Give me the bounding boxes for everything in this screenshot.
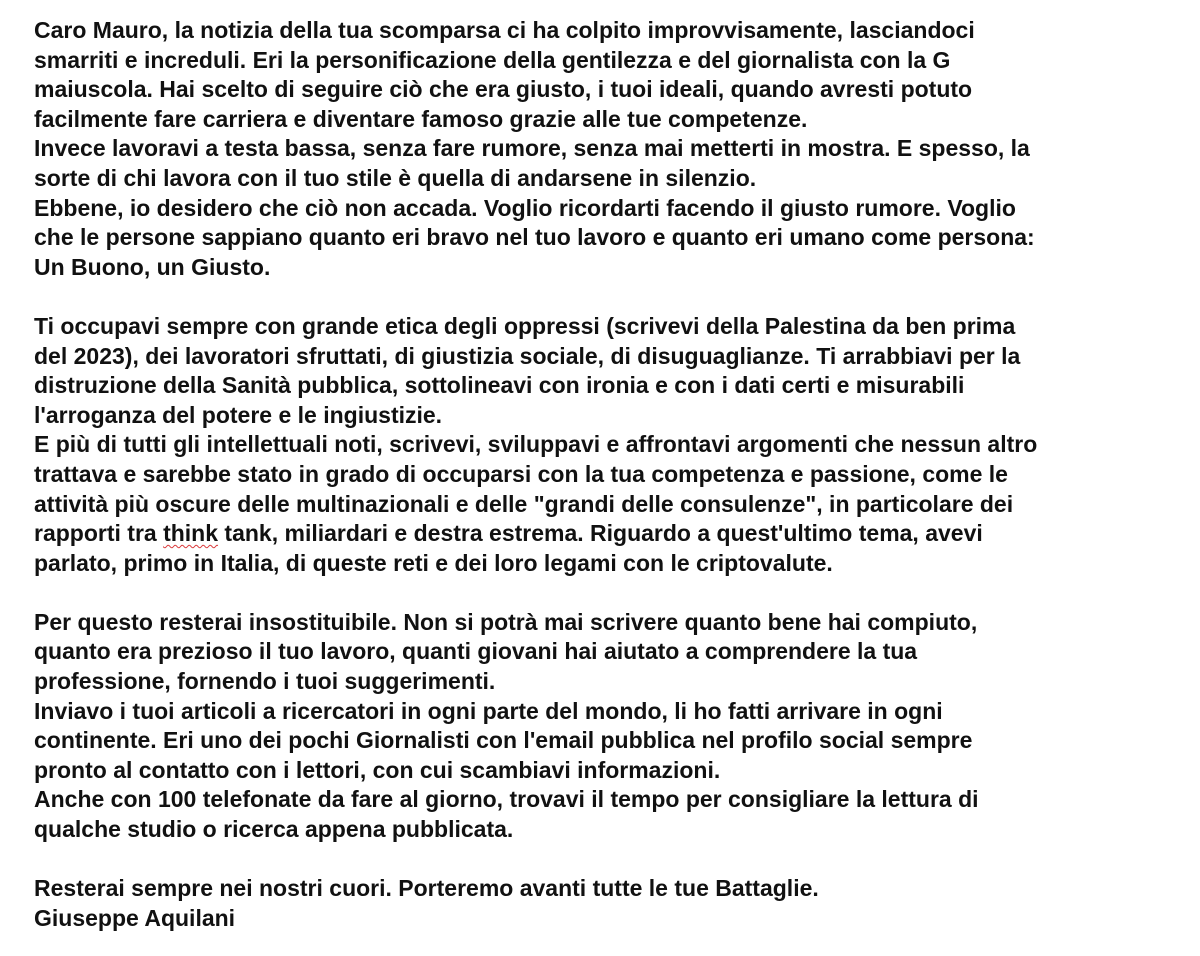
text-segment: rapporti tra xyxy=(34,520,164,547)
text-line: quanto era prezioso il tuo lavoro, quanti giovani hai aiutato a comprendere la tua xyxy=(34,638,918,665)
text-line: pronto al contatto con i lettori, con cui scambiavi informazioni. xyxy=(34,756,721,783)
text-line: qualche studio o ricerca appena pubblicata. xyxy=(34,816,514,843)
text-line: maiuscola. Hai scelto di seguire ciò che era giusto, i tuoi ideali, quando avresti potuto xyxy=(34,76,973,103)
text-line: E più di tutti gli intellettuali noti, scrivevi, sviluppavi e affrontavi argomenti che nessun altro xyxy=(34,431,1038,458)
closing xyxy=(34,874,1174,933)
text-line: Un Buono, un Giusto. xyxy=(34,253,271,280)
text-line: del 2023), dei lavoratori sfruttati, di giustizia sociale, di disuguaglianze. Ti arrabbiavi per la xyxy=(34,342,1021,369)
paragraph-spacer xyxy=(34,282,1174,312)
text-line: Ti occupavi sempre con grande etica degli oppressi (scrivevi della Palestina da ben prima xyxy=(34,312,1016,339)
document-body[interactable] xyxy=(34,16,1174,933)
paragraph-1 xyxy=(34,16,1174,282)
text-line xyxy=(34,519,1174,549)
paragraph-3 xyxy=(34,608,1174,845)
spellcheck-flagged-word[interactable]: think xyxy=(163,520,219,547)
text-line: che le persone sappiano quanto eri bravo nel tuo lavoro e quanto eri umano come persona: xyxy=(34,224,1035,251)
text-line: Caro Mauro, la notizia della tua scomparsa ci ha colpito improvvisamente, lasciandoci xyxy=(34,17,975,43)
text-line: trattava e sarebbe stato in grado di occuparsi con la tua competenza e passione, come le xyxy=(34,460,1008,487)
text-line: smarriti e increduli. Eri la personificazione della gentilezza e del giornalista con la G xyxy=(34,46,951,73)
text-segment: tank, miliardari e destra estrema. Riguardo a quest'ultimo tema, avevi xyxy=(218,520,983,547)
closing-line: Resterai sempre nei nostri cuori. Porteremo avanti tutte le tue Battaglie. xyxy=(34,875,819,902)
text-line: l'arroganza del potere e le ingiustizie. xyxy=(34,401,443,428)
text-line: Inviavo i tuoi articoli a ricercatori in ogni parte del mondo, li ho fatti arrivare in ogni xyxy=(34,697,943,724)
text-line: attività più oscure delle multinazionali e delle "grandi delle consulenze", in particolare dei xyxy=(34,490,1014,517)
text-line: Ebbene, io desidero che ciò non accada. Voglio ricordarti facendo il giusto rumore. Voglio xyxy=(34,194,1016,221)
text-line: parlato, primo in Italia, di queste reti e dei loro legami con le criptovalute. xyxy=(34,549,833,576)
paragraph-2 xyxy=(34,312,1174,578)
signature: Giuseppe Aquilani xyxy=(34,904,236,931)
text-line: sorte di chi lavora con il tuo stile è quella di andarsene in silenzio. xyxy=(34,164,757,191)
paragraph-spacer xyxy=(34,578,1174,608)
text-line: Anche con 100 telefonate da fare al giorno, trovavi il tempo per consigliare la lettura di xyxy=(34,786,979,813)
text-line: distruzione della Sanità pubblica, sottolineavi con ironia e con i dati certi e misurabili xyxy=(34,372,965,399)
text-line: professione, fornendo i tuoi suggerimenti. xyxy=(34,668,496,695)
text-line: Invece lavoravi a testa bassa, senza fare rumore, senza mai metterti in mostra. E spesso, la xyxy=(34,135,1030,162)
text-line: facilmente fare carriera e diventare famoso grazie alle tue competenze. xyxy=(34,105,808,132)
text-line: Per questo resterai insostituibile. Non si potrà mai scrivere quanto bene hai compiuto, xyxy=(34,608,978,635)
paragraph-spacer xyxy=(34,845,1174,875)
text-line: continente. Eri uno dei pochi Giornalisti con l'email pubblica nel profilo social sempre xyxy=(34,727,973,754)
